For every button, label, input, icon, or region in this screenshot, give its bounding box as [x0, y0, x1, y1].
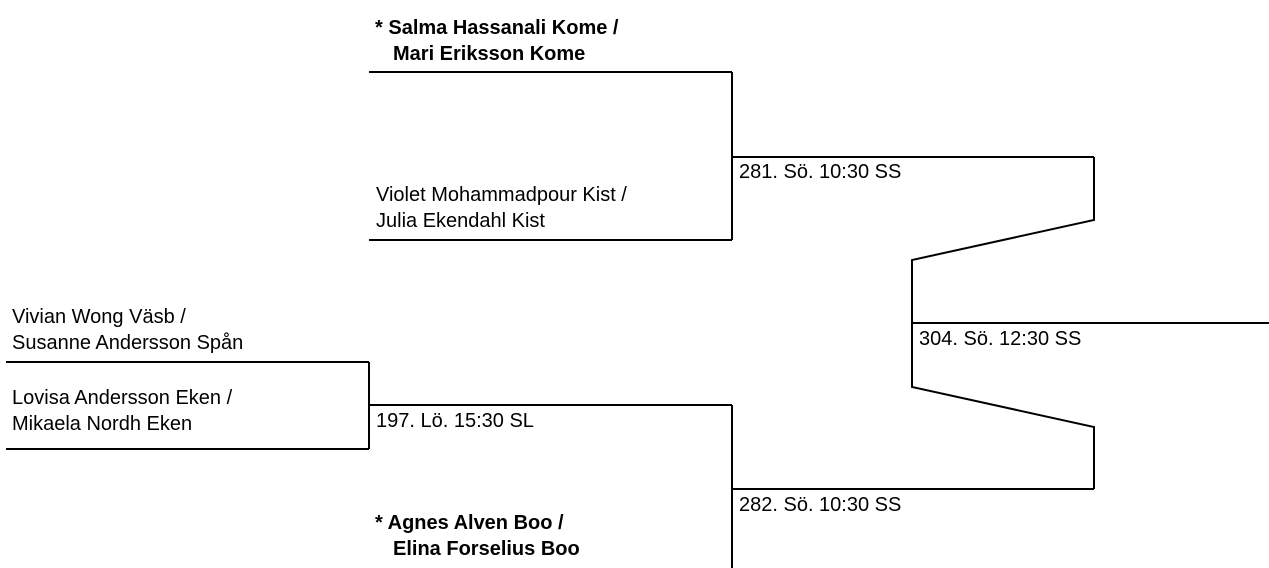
match-label-282: 282. Sö. 10:30 SS — [739, 494, 902, 516]
player-name: Lovisa Andersson Eken / — [12, 387, 233, 409]
seed-marker: * — [375, 17, 383, 39]
player-name: Vivian Wong Väsb / — [12, 306, 186, 328]
player-name: Elina Forselius Boo — [393, 538, 580, 560]
entry-agnes — [375, 510, 580, 562]
player-name: Agnes Alven Boo / — [387, 512, 564, 534]
player-name: Salma Hassanali Kome / — [388, 17, 619, 39]
match-label-304: 304. Sö. 12:30 SS — [919, 328, 1082, 350]
player-name: Mari Eriksson Kome — [393, 43, 586, 65]
player-name: Mikaela Nordh Eken — [12, 413, 193, 435]
seed-marker: * — [375, 512, 383, 534]
match-label-197: 197. Lö. 15:30 SL — [376, 410, 534, 432]
entry-violet — [376, 182, 627, 234]
player-name: Julia Ekendahl Kist — [376, 210, 545, 232]
match-label-281: 281. Sö. 10:30 SS — [739, 161, 902, 183]
player-name: Violet Mohammadpour Kist / — [376, 184, 627, 206]
entry-lovisa — [12, 385, 232, 437]
player-name: Susanne Andersson Spån — [12, 332, 244, 354]
entry-salma — [375, 15, 618, 67]
entry-vivian — [12, 304, 243, 356]
